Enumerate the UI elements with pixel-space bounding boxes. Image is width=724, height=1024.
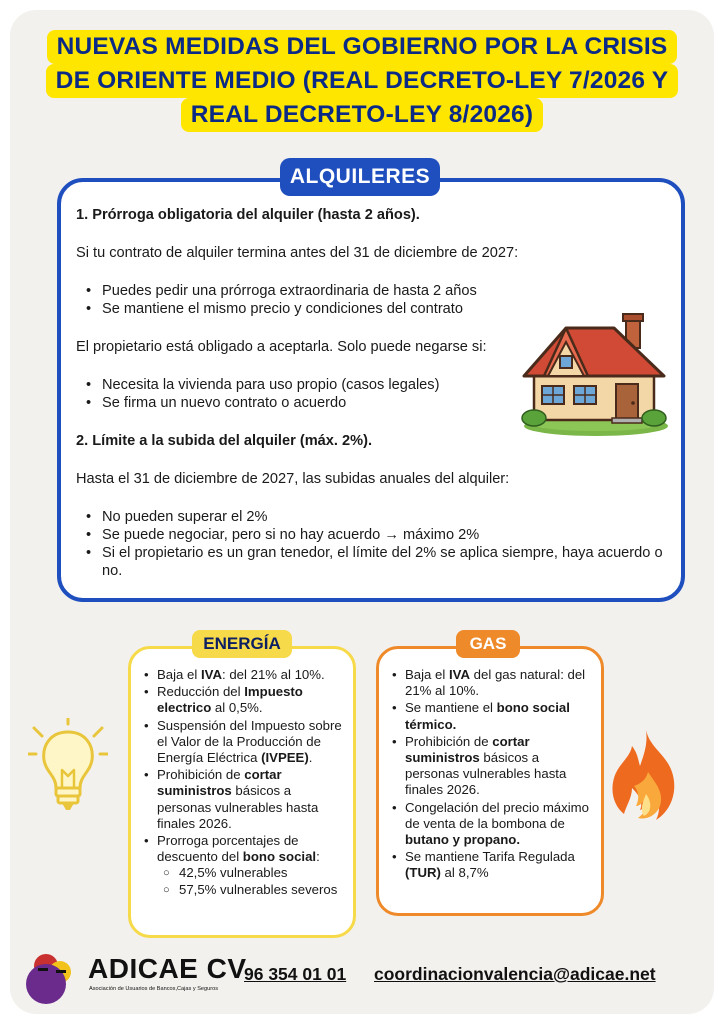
lightbulb-icon	[28, 718, 108, 814]
rent-section-tag: ALQUILERES	[280, 158, 440, 196]
rent-intro-1: Si tu contrato de alquiler termina antes del 31 de diciembre de 2027:	[76, 245, 519, 261]
brand-name: ADICAE CV	[88, 953, 247, 984]
list-item: • Necesita la vivienda para uso propio (casos legales)	[76, 376, 676, 394]
list-item: • Reducción del Impuesto electrico al 0,5%.	[141, 684, 347, 716]
list-item: • Prohibición de cortar suministros básicos a personas vulnerables hasta finales 2026.	[141, 767, 347, 832]
adicae-logo-icon	[20, 942, 84, 1006]
title-line-3: REAL DECRETO-LEY 8/2026)	[181, 98, 543, 132]
rent-heading-2: 2. Límite a la subida del alquiler (máx. 2%).	[76, 433, 373, 449]
phone-link[interactable]: 96 354 01 01	[244, 964, 347, 984]
rent-intro-2: Hasta el 31 de diciembre de 2027, las subidas anuales del alquiler:	[76, 471, 510, 487]
energy-sublist	[157, 865, 347, 897]
list-item: • Se puede negociar, pero si no hay acuerdo → máximo 2%	[76, 526, 676, 544]
list-item: • Puedes pedir una prórroga extraordinaria de hasta 2 años	[76, 282, 676, 300]
energy-list	[141, 667, 347, 899]
energy-tag: ENERGÍA	[192, 630, 292, 658]
list-item: • Prorroga porcentajes de descuento del bono social: ○ 42,5% vulnerables ○ 57,5% vulnerables severos	[141, 833, 347, 898]
list-item: • Se mantiene el mismo precio y condiciones del contrato	[76, 300, 676, 318]
rent-heading-1: 1. Prórroga obligatoria del alquiler (hasta 2 años).	[76, 207, 420, 223]
house-icon	[518, 312, 668, 440]
gas-list	[389, 667, 595, 883]
list-item: • Suspensión del Impuesto sobre el Valor de la Producción de Energía Eléctrica (IVPEE).	[141, 718, 347, 767]
footer	[0, 938, 724, 1014]
brand-subtitle: Asociación de Usuarios de Bancos,Cajas y Seguros	[89, 986, 219, 992]
list-item: ○ 57,5% vulnerables severos	[157, 882, 347, 898]
flame-icon	[606, 728, 684, 824]
page-title	[40, 30, 684, 132]
gas-card	[376, 646, 604, 916]
email-link[interactable]: coordinacionvalencia@adicae.net	[374, 964, 656, 984]
list-item: • Congelación del precio máximo de venta de la bombona de butano y propano.	[389, 800, 595, 849]
list-item: ○ 42,5% vulnerables	[157, 865, 347, 881]
list-item: • Si el propietario es un gran tenedor, el límite del 2% se aplica siempre, haya acuerdo o no.	[76, 544, 676, 580]
title-line-2: DE ORIENTE MEDIO (REAL DECRETO-LEY 7/2026 Y	[46, 64, 679, 98]
gas-tag: GAS	[456, 630, 520, 658]
rent-owner-text: El propietario está obligado a aceptarla. Solo puede negarse si:	[76, 339, 487, 355]
list-item: • Se mantiene el bono social térmico.	[389, 700, 595, 732]
title-line-1: NUEVAS MEDIDAS DEL GOBIERNO POR LA CRISIS	[47, 30, 678, 64]
list-item: • Baja el IVA: del 21% al 10%.	[141, 667, 347, 683]
list-item: • Se mantiene Tarifa Regulada (TUR) al 8,7%	[389, 849, 595, 881]
list-item: • Se firma un nuevo contrato o acuerdo	[76, 394, 676, 412]
list-item: • Baja el IVA del gas natural: del 21% al 10%.	[389, 667, 595, 699]
list-item: • No pueden superar el 2%	[76, 508, 676, 526]
rent-bullets-2	[76, 508, 676, 580]
energy-card	[128, 646, 356, 938]
list-item: • Prohibición de cortar suministros básicos a personas vulnerables hasta finales 2026.	[389, 734, 595, 799]
